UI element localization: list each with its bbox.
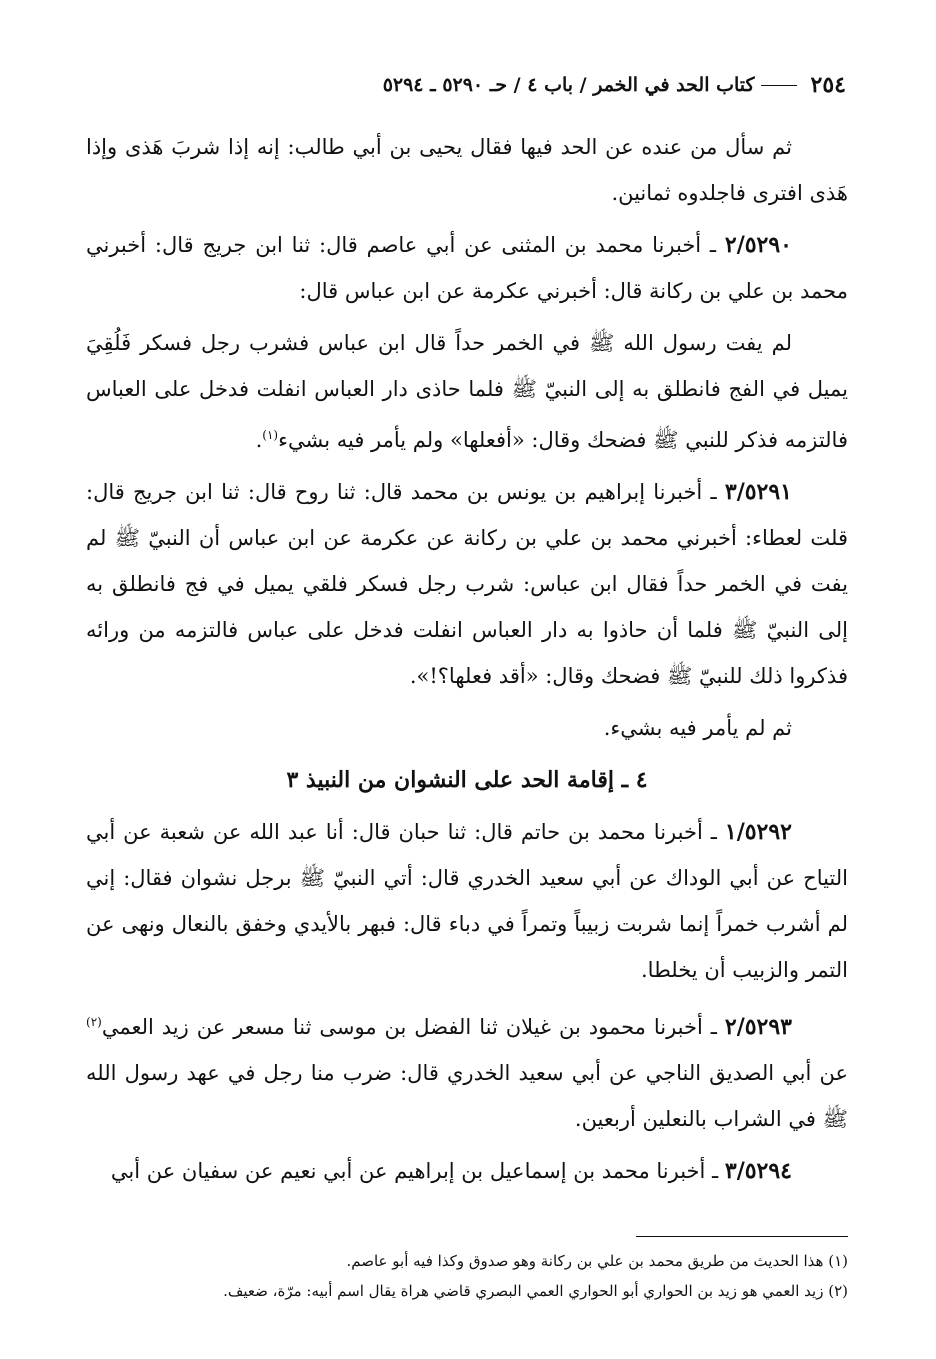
hadith-number: ٣/٥٢٩٤ [724,1158,792,1184]
hadith-text: ـ أخبرنا محمد بن حاتم قال: ثنا حبان قال: أنا عبد الله عن شعبة عن أبي التياح عن أبي الوداك عن أبي سعيد الخدري قال: أتي النبيّ ﷺ برجل نشوان فقال: إني لم أشرب خمراً إنما شربت زبيباً وتمراً في دباء قال: فبهر بالأيدي وخفق بالنعال ونهى عن التمر والزبيب أن يخلطا. [86,820,848,982]
hadith-text: ـ أخبرنا إبراهيم بن يونس بن محمد قال: ثنا روح قال: ثنا ابن جريج قال: قلت لعطاء: أخبرني محمد بن علي بن ركانة عن عكرمة عن ابن عباس أن النبيّ ﷺ لم يفت في الخمر حداً فقال ابن عباس: شرب رجل فسكر فلقي يميل في فج فانطلق به إلى النبيّ ﷺ فلما أن حاذوا به دار العباس انفلت فدخل على عباس فالتزمه من ورائه فذكروا ذلك للنبيّ ﷺ فضحك وقال: «أقد فعلها؟!». [86,480,848,688]
sentence-end: . [255,428,263,452]
footnote-2: (٢) زيد العمي هو زيد بن الحواري أبو الحواري العمي البصري قاضي هراة يقال اسم أبيه: مرّة، ضعيف. [223,1282,848,1300]
hadith-5291 [86,469,848,699]
footnote-1: (١) هذا الحديث من طريق محمد بن علي بن ركانة وهو صدوق وكذا فيه أبو عاصم. [346,1252,848,1270]
running-title: كتاب الحد في الخمر / باب ٤ / حـ ٥٢٩٠ ـ ٥٢٩٤ [382,74,755,96]
hadith-5290-matn [86,320,848,463]
hadith-5290 [86,222,848,314]
hadith-text-continued: عن أبي الصديق الناجي عن أبي سعيد الخدري قال: ضرب منا رجل في عهد رسول الله ﷺ في الشراب بالنعلين أربعين. [86,1061,848,1131]
hadith-isnad: ـ أخبرنا محمد بن المثنى عن أبي عاصم قال: ثنا ابن جريج قال: أخبرني محمد بن علي بن ركانة قال: أخبرني عكرمة عن ابن عباس قال: [86,233,848,303]
hadith-number: ٢/٥٢٩٣ [724,1014,792,1040]
running-header [86,72,846,98]
footnote-rule [636,1236,848,1237]
hadith-text: ـ أخبرنا محمد بن إسماعيل بن إبراهيم عن أبي نعيم عن سفيان عن أبي [110,1159,725,1183]
hadith-text: ـ أخبرنا محمود بن غيلان ثنا الفضل بن موسى ثنا مسعر عن زيد العمي [101,1015,725,1039]
hadith-5293 [86,999,848,1142]
hadith-number: ٢/٥٢٩٠ [724,232,792,258]
hadith-5291-end: ثم لم يأمر فيه بشيء. [603,716,792,740]
section-heading: ٤ ـ إقامة الحد على النشوان من النبيذ ٣ [286,767,648,793]
hadith-number: ٣/٥٢٩١ [724,479,792,505]
main-text [86,124,848,1200]
hadith-number: ١/٥٢٩٢ [724,819,792,845]
footnote-ref-2[interactable]: (٢) [86,1015,102,1029]
header-rule [761,85,797,86]
hadith-5292 [86,809,848,993]
footnote-ref-1[interactable]: (١) [262,428,279,442]
intro-paragraph: ثم سأل من عنده عن الحد فيها فقال يحيى بن أبي طالب: إنه إذا شربَ هَذى وإذا هَذى افترى فاجلدوه ثمانين. [86,135,848,205]
page-number: ٢٥٤ [810,72,846,98]
hadith-5294 [86,1148,848,1194]
footnotes [86,1246,848,1306]
hadith-matn: لم يفت رسول الله ﷺ في الخمر حداً قال ابن عباس فشرب رجل فسكر فَلُقِيَ يميل في الفج فانطلق به إلى النبيّ ﷺ فلما حاذى دار العباس انفلت فدخل على العباس فالتزمه فذكر للنبي ﷺ فضحك وقال: «أفعلها» ولم يأمر فيه بشيء [86,331,848,452]
